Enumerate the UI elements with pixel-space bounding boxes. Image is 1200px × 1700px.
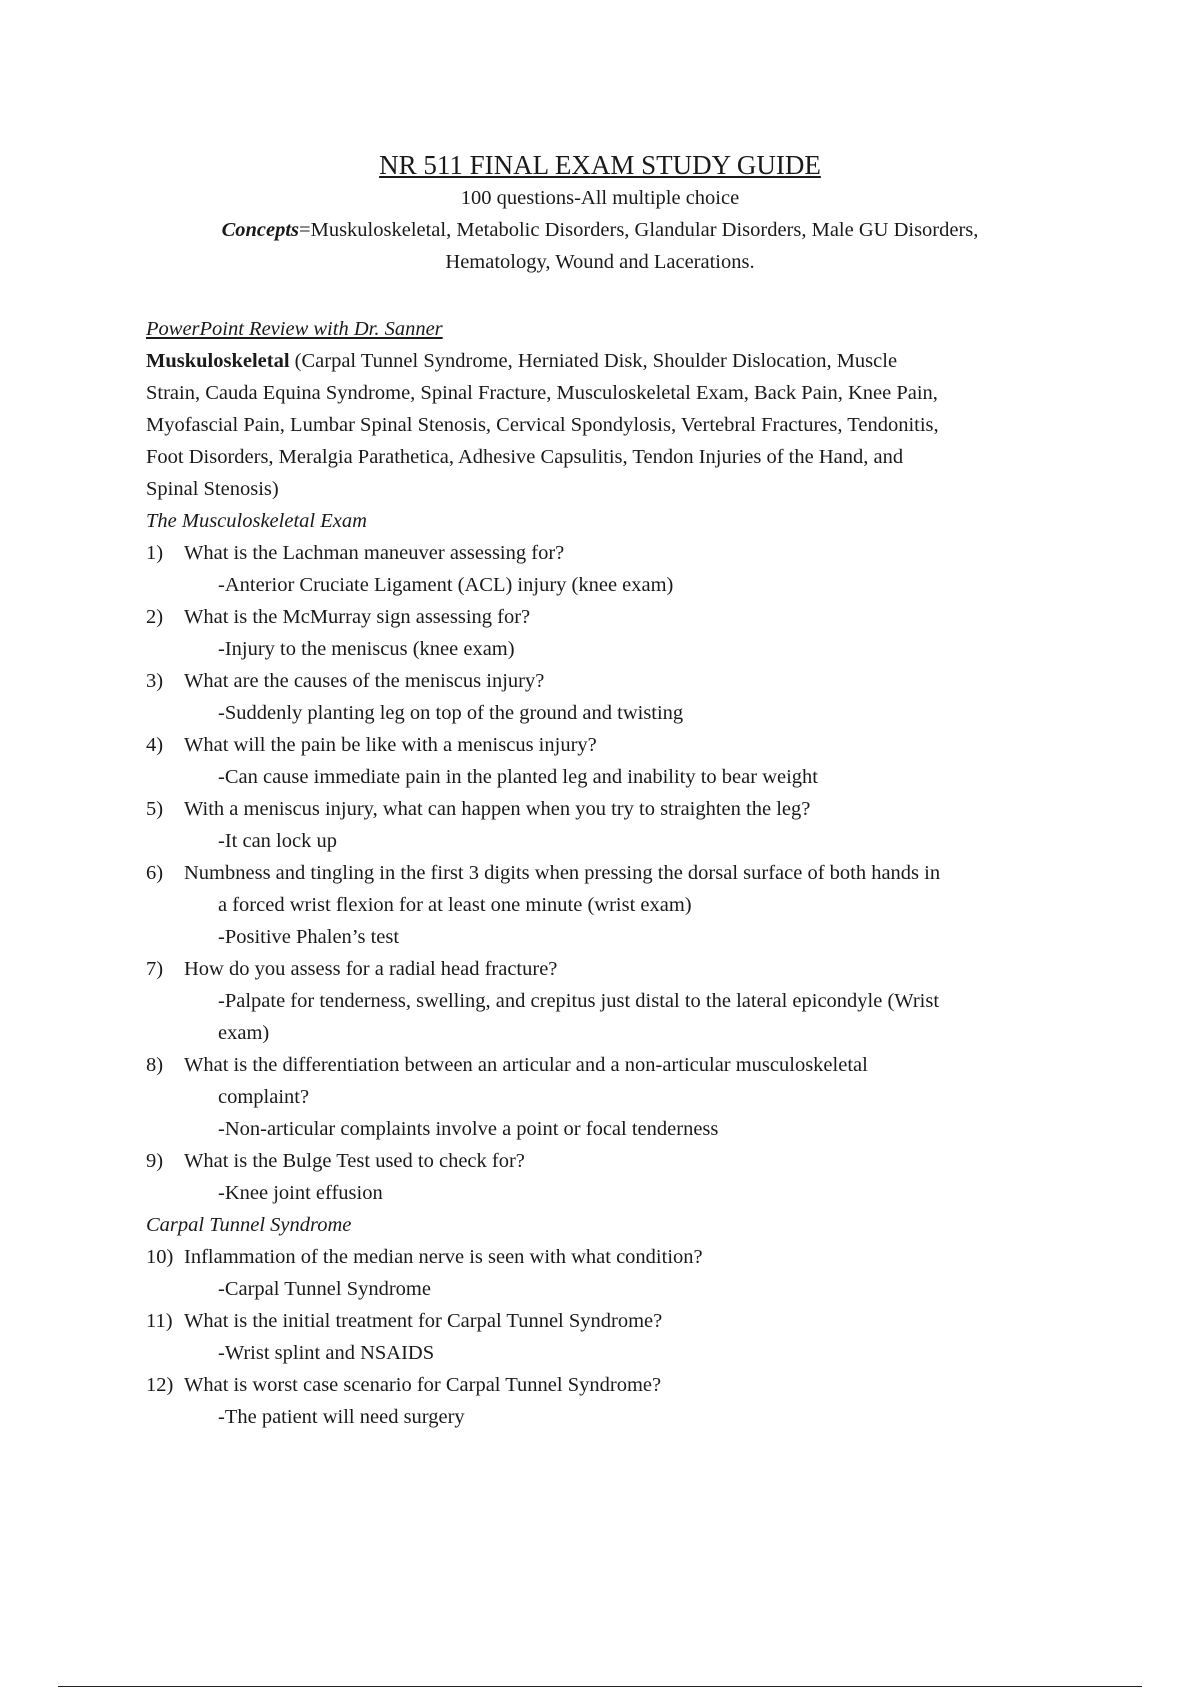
question-line: With a meniscus injury, what can happen when you try to straighten the leg? bbox=[184, 798, 811, 820]
question-item bbox=[146, 1049, 1086, 1145]
concepts-text-1: =Muskuloskeletal, Metabolic Disorders, Glandular Disorders, Male GU Disorders, bbox=[299, 219, 979, 241]
question-line: Inflammation of the median nerve is seen with what condition? bbox=[184, 1246, 703, 1268]
question-text bbox=[184, 1145, 1086, 1177]
question-number: 12) bbox=[146, 1374, 174, 1396]
question-line: What is the Bulge Test used to check for? bbox=[184, 1150, 525, 1172]
question-text bbox=[184, 857, 1086, 921]
answer-line: -Suddenly planting leg on top of the ground and twisting bbox=[218, 702, 684, 724]
question-row bbox=[146, 953, 1086, 985]
question-row bbox=[146, 665, 1086, 697]
exam-heading: The Musculoskeletal Exam bbox=[146, 510, 367, 532]
question-number: 2) bbox=[146, 606, 164, 628]
topic-paragraph bbox=[146, 345, 1086, 505]
answer-line: -Non-articular complaints involve a point or focal tenderness bbox=[218, 1118, 719, 1140]
answer-line: -Injury to the meniscus (knee exam) bbox=[218, 638, 515, 660]
question-text bbox=[184, 729, 1086, 761]
question-item bbox=[146, 1241, 1086, 1305]
answer-line: -Carpal Tunnel Syndrome bbox=[218, 1278, 431, 1300]
question-item bbox=[146, 665, 1086, 729]
question-text bbox=[184, 1049, 1086, 1113]
question-row bbox=[146, 537, 1086, 569]
page-title: NR 511 FINAL EXAM STUDY GUIDE bbox=[379, 150, 821, 180]
question-text bbox=[184, 1241, 1086, 1273]
question-text bbox=[184, 953, 1086, 985]
question-list-carpal bbox=[146, 1241, 1086, 1433]
question-line: What is the differentiation between an articular and a non-articular musculoskeletal bbox=[184, 1054, 868, 1076]
question-line: Numbness and tingling in the first 3 digits when pressing the dorsal surface of both hands in bbox=[184, 862, 941, 884]
question-row bbox=[146, 1369, 1086, 1401]
answer-line: -Palpate for tenderness, swelling, and crepitus just distal to the lateral epicondyle (Wrist bbox=[218, 990, 940, 1012]
carpal-heading: Carpal Tunnel Syndrome bbox=[146, 1214, 352, 1236]
question-number: 11) bbox=[146, 1310, 173, 1332]
answer-line: -It can lock up bbox=[218, 830, 337, 852]
question-item bbox=[146, 1145, 1086, 1209]
topic-label: Muskuloskeletal bbox=[146, 350, 290, 372]
question-list-exam bbox=[146, 537, 1086, 1209]
answer-line: -Wrist splint and NSAIDS bbox=[218, 1342, 435, 1364]
topic-line-3: Foot Disorders, Meralgia Parathetica, Adhesive Capsulitis, Tendon Injuries of the Hand, and bbox=[146, 446, 904, 468]
question-text bbox=[184, 1369, 1086, 1401]
question-text bbox=[184, 1305, 1086, 1337]
question-row bbox=[146, 601, 1086, 633]
question-line: complaint? bbox=[218, 1086, 310, 1108]
question-line: What is worst case scenario for Carpal Tunnel Syndrome? bbox=[184, 1374, 662, 1396]
question-number: 9) bbox=[146, 1150, 164, 1172]
answer-line: exam) bbox=[218, 1022, 270, 1044]
question-item bbox=[146, 793, 1086, 857]
answer-line: -Anterior Cruciate Ligament (ACL) injury (knee exam) bbox=[218, 574, 674, 596]
question-item bbox=[146, 857, 1086, 953]
question-line: What is the Lachman maneuver assessing for? bbox=[184, 542, 565, 564]
question-number: 7) bbox=[146, 958, 164, 980]
question-row bbox=[146, 1241, 1086, 1273]
question-line: What is the McMurray sign assessing for? bbox=[184, 606, 531, 628]
question-line: What will the pain be like with a meniscus injury? bbox=[184, 734, 597, 756]
question-item bbox=[146, 729, 1086, 793]
question-item bbox=[146, 537, 1086, 601]
topic-line-4: Spinal Stenosis) bbox=[146, 478, 279, 500]
subtitle: 100 questions-All multiple choice bbox=[460, 187, 740, 209]
question-item bbox=[146, 1305, 1086, 1369]
question-item bbox=[146, 1369, 1086, 1433]
footer-divider bbox=[58, 1686, 1142, 1687]
title-block bbox=[0, 148, 1200, 278]
answer-line: -Can cause immediate pain in the planted leg and inability to bear weight bbox=[218, 766, 819, 788]
question-line: a forced wrist flexion for at least one minute (wrist exam) bbox=[218, 894, 692, 916]
concepts-label: Concepts bbox=[221, 219, 300, 241]
question-number: 4) bbox=[146, 734, 164, 756]
answer-line: -Positive Phalen’s test bbox=[218, 926, 400, 948]
review-heading: PowerPoint Review with Dr. Sanner bbox=[146, 318, 443, 340]
topic-line-0: (Carpal Tunnel Syndrome, Herniated Disk, Shoulder Dislocation, Muscle bbox=[289, 350, 898, 372]
concepts-line bbox=[140, 214, 1060, 278]
question-number: 3) bbox=[146, 670, 164, 692]
question-number: 10) bbox=[146, 1246, 174, 1268]
question-line: What are the causes of the meniscus injury? bbox=[184, 670, 545, 692]
question-text bbox=[184, 793, 1086, 825]
topic-line-2: Myofascial Pain, Lumbar Spinal Stenosis, Cervical Spondylosis, Vertebral Fractures, Tendonitis, bbox=[146, 414, 939, 436]
answer-line: -Knee joint effusion bbox=[218, 1182, 383, 1204]
question-row bbox=[146, 1305, 1086, 1337]
question-item bbox=[146, 601, 1086, 665]
question-number: 8) bbox=[146, 1054, 164, 1076]
question-row bbox=[146, 857, 1086, 921]
concepts-text-2: Hematology, Wound and Lacerations. bbox=[445, 251, 755, 273]
question-row bbox=[146, 1049, 1086, 1113]
question-text bbox=[184, 665, 1086, 697]
question-item bbox=[146, 953, 1086, 1049]
question-number: 6) bbox=[146, 862, 164, 884]
question-line: How do you assess for a radial head fracture? bbox=[184, 958, 558, 980]
question-number: 1) bbox=[146, 542, 164, 564]
question-number: 5) bbox=[146, 798, 164, 820]
question-row bbox=[146, 793, 1086, 825]
question-line: What is the initial treatment for Carpal Tunnel Syndrome? bbox=[184, 1310, 663, 1332]
question-text bbox=[184, 601, 1086, 633]
question-text bbox=[184, 537, 1086, 569]
question-row bbox=[146, 1145, 1086, 1177]
question-row bbox=[146, 729, 1086, 761]
answer-line: -The patient will need surgery bbox=[218, 1406, 465, 1428]
topic-line-1: Strain, Cauda Equina Syndrome, Spinal Fracture, Musculoskeletal Exam, Back Pain, Knee Pain, bbox=[146, 382, 938, 404]
document-body bbox=[146, 313, 1086, 1433]
